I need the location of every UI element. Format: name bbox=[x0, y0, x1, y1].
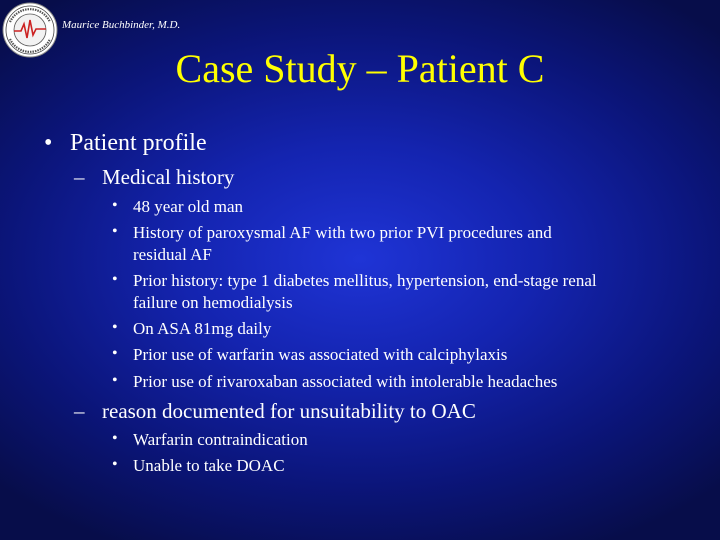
bullet-dot-icon: • bbox=[112, 319, 118, 336]
bullet-dot-icon: • bbox=[112, 456, 118, 473]
bullet-dot-icon: • bbox=[112, 197, 118, 214]
slide-title: Case Study – Patient C bbox=[175, 46, 545, 91]
bullet-dot-icon: • bbox=[112, 345, 118, 362]
bullet-text: Medical history bbox=[102, 165, 235, 189]
bullet-text: reason documented for unsuitability to OAC bbox=[102, 399, 476, 423]
history-item-text: Prior use of rivaroxaban associated with intolerable headaches bbox=[133, 372, 558, 391]
history-item-text: On ASA 81mg daily bbox=[133, 319, 272, 338]
history-item-text: History of paroxysmal AF with two prior PVI procedures and bbox=[133, 223, 552, 242]
reason-item-text: Warfarin contraindication bbox=[133, 430, 308, 449]
bullet-dot-icon: • bbox=[44, 130, 53, 156]
bullet-dot-icon: • bbox=[112, 223, 118, 240]
history-item-text: Prior use of warfarin was associated with calciphylaxis bbox=[133, 345, 508, 364]
bullet-dash-icon: – bbox=[74, 399, 85, 423]
author-name: Maurice Buchbinder, M.D. bbox=[62, 19, 181, 31]
history-item-text: Prior history: type 1 diabetes mellitus, hypertension, end-stage renal bbox=[133, 271, 597, 290]
reason-item-text: Unable to take DOAC bbox=[133, 456, 285, 475]
bullet-text: Patient profile bbox=[70, 130, 207, 156]
bullet-dot-icon: • bbox=[112, 372, 118, 389]
history-item-text: residual AF bbox=[133, 245, 212, 264]
history-item-text: 48 year old man bbox=[133, 197, 243, 216]
history-item-text: failure on hemodialysis bbox=[133, 293, 293, 312]
bullet-dot-icon: • bbox=[112, 271, 118, 288]
bullet-dot-icon: • bbox=[112, 430, 118, 447]
bullet-dash-icon: – bbox=[74, 165, 85, 189]
